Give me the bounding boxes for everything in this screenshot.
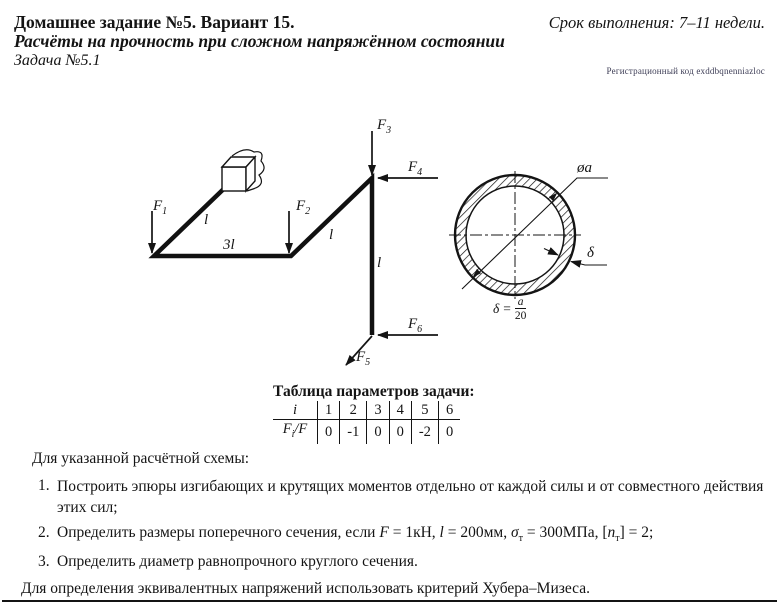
list-item: Определить диаметр равнопрочного круглого сечения.	[57, 553, 418, 570]
list-item: Построить эпюры изгибающих и крутящих моментов отдельно от каждой силы и от совместного действия этих сил;	[57, 478, 764, 516]
force-label-f5: $F_5$	[356, 349, 371, 368]
table-cell: -1	[340, 420, 367, 444]
table-cell: 0	[367, 420, 389, 444]
page-subtitle: Расчёты на прочность при сложном напряжённом состоянии	[14, 31, 505, 51]
tasks-outro: Для определения эквивалентных напряжений использовать критерий Хубера–Мизеса.	[21, 580, 590, 597]
deadline-text: Срок выполнения: 7–11 недели.	[548, 13, 765, 32]
force-label-f2: $F_2$	[296, 198, 311, 217]
diameter-label: øa	[577, 160, 592, 176]
table-cell: 6	[438, 401, 460, 420]
length-label-m4: l	[377, 255, 382, 271]
table-cell: 0	[438, 420, 460, 444]
thickness-leader	[571, 262, 607, 266]
problem-number: Задача №5.1	[14, 52, 101, 69]
table-cell: 0	[318, 420, 340, 444]
table-cell: 4	[389, 401, 411, 420]
table-cell: 5	[411, 401, 438, 420]
table-header-label: i	[273, 401, 318, 420]
list-number: 1.	[38, 477, 50, 494]
length-label-m2: 3l	[223, 237, 235, 253]
bottom-rule	[2, 600, 777, 602]
table-row-label: $F_i/F$	[282, 421, 308, 440]
list-number: 3.	[38, 553, 50, 570]
list-item: Определить размеры поперечного сечения, если F = 1кН, l = 200мм, $\sigma_т = 300МПа$, $[n_т] = 2$;	[57, 524, 654, 545]
table-title: Таблица параметров задачи:	[273, 383, 475, 400]
table-row	[273, 401, 460, 420]
length-label-m3: l	[329, 227, 334, 243]
thickness-formula: δ = $\frac{a}{20}$	[493, 296, 527, 322]
length-label-m1: l	[204, 212, 209, 228]
cross-section	[449, 171, 608, 299]
diagram-canvas	[0, 95, 779, 385]
force-label-f6: $F_6$	[408, 316, 423, 335]
table-cell: 2	[340, 401, 367, 420]
tasks-intro: Для указанной расчётной схемы:	[32, 450, 250, 467]
table-cell: 1	[318, 401, 340, 420]
table-cell: 0	[389, 420, 411, 444]
list-number: 2.	[38, 524, 50, 541]
parameters-table	[273, 401, 460, 444]
thickness-arrow-inner	[544, 249, 558, 256]
table-row	[273, 420, 460, 444]
frame-members	[154, 178, 372, 335]
force-label-f1: $F_1$	[153, 198, 168, 217]
page-title: Домашнее задание №5. Вариант 15.	[14, 12, 295, 32]
force-label-f3: $F_3$	[377, 117, 392, 136]
table-cell: -2	[411, 420, 438, 444]
registration-code: Регистрационный код exddbqnenniazloc	[606, 66, 765, 76]
table-cell: 3	[367, 401, 389, 420]
force-label-f4: $F_4$	[408, 159, 423, 178]
fraction: $\frac{a}{20}$	[514, 296, 527, 322]
thickness-label: δ	[587, 245, 594, 261]
